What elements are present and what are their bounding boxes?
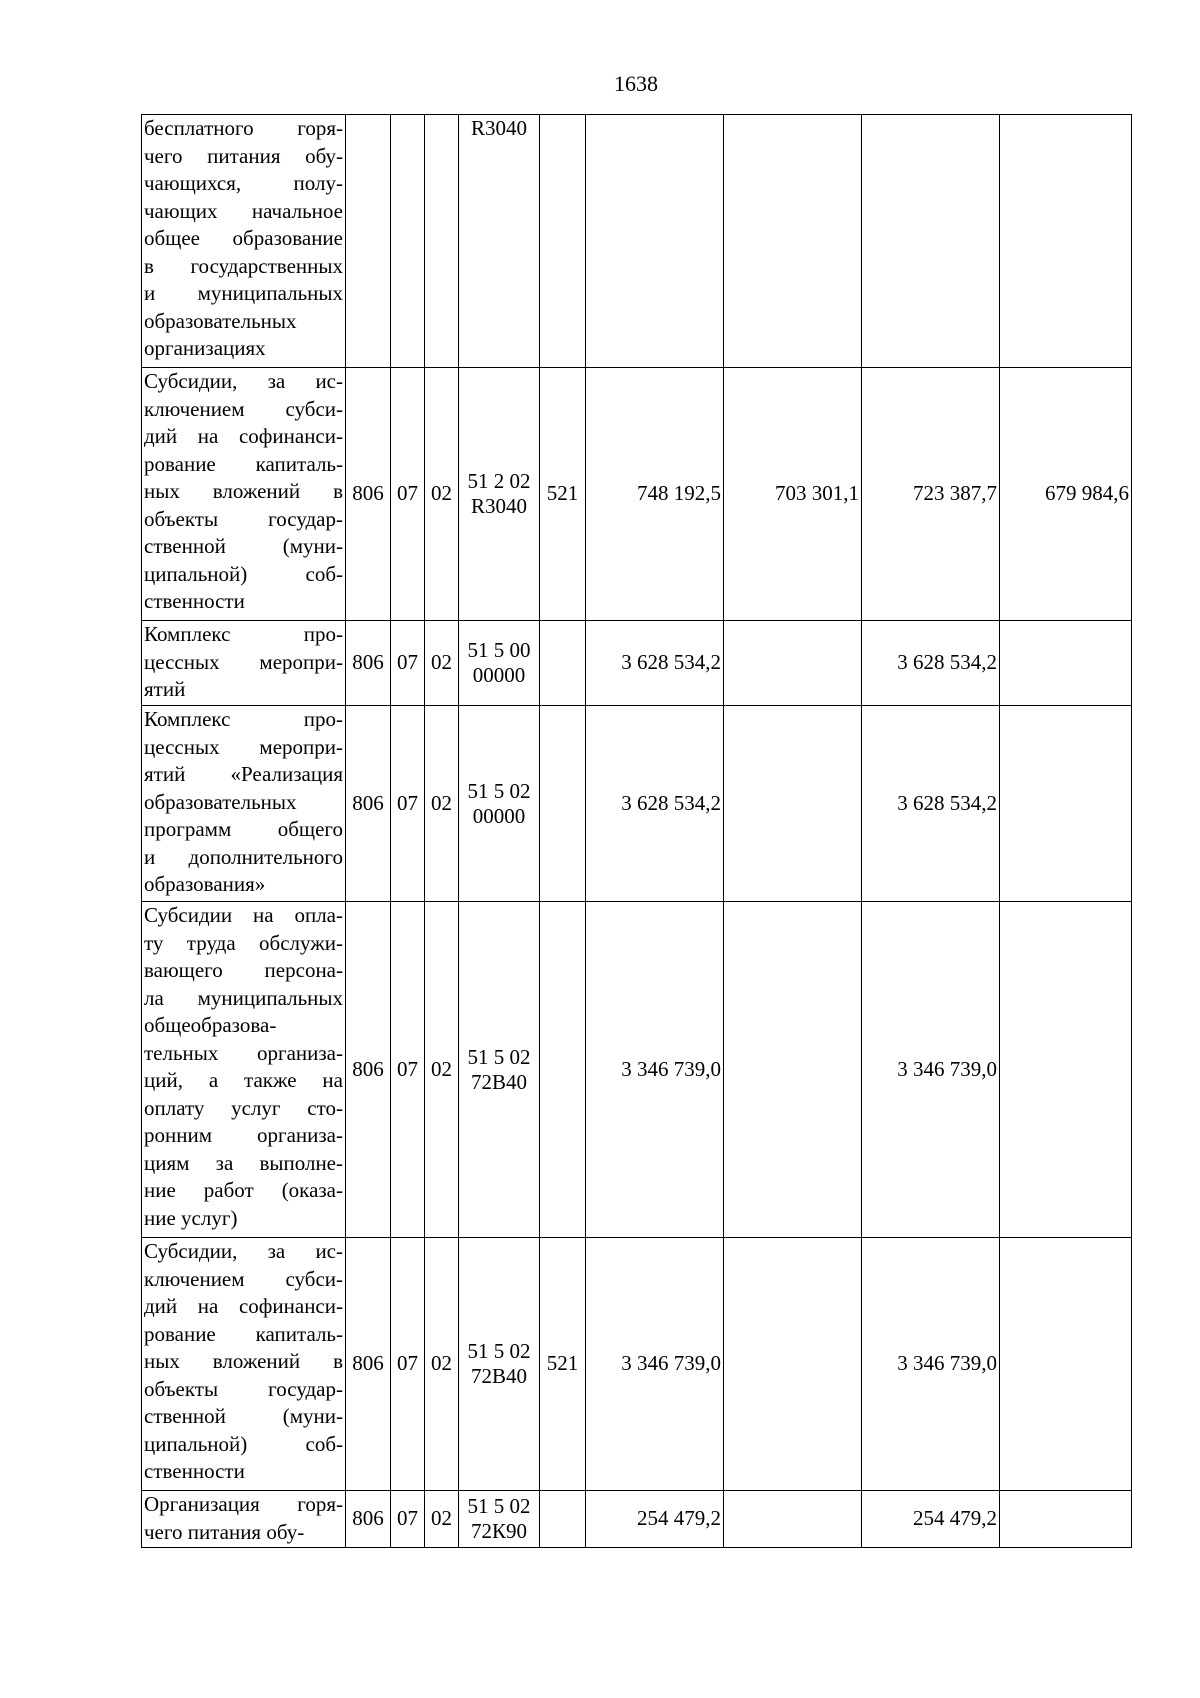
- ministry-code-cell: 806: [346, 706, 391, 902]
- expense-name-cell: [142, 706, 346, 902]
- target-code-line2: R3040: [470, 116, 527, 140]
- expense-name-line: рование капиталь-: [144, 451, 343, 476]
- amount-cell-3: [862, 115, 1000, 368]
- amount-cell-3: 3 346 739,0: [862, 902, 1000, 1238]
- amount-cell-2: [724, 1491, 862, 1548]
- expense-name-cell: [142, 621, 346, 706]
- amount-cell-1: 254 479,2: [586, 1491, 724, 1548]
- expense-name-line: дий на софинанси-: [144, 1294, 343, 1318]
- expense-type-cell: 521: [540, 1238, 586, 1491]
- expense-name-line: ятий: [144, 677, 186, 701]
- amount-cell-3: 3 628 534,2: [862, 706, 1000, 902]
- table-row: [142, 1238, 1132, 1491]
- target-code-line2: 72В40: [470, 1364, 527, 1388]
- expense-name-line: ключением субси-: [144, 1266, 343, 1291]
- section-code-cell: 07: [391, 902, 425, 1238]
- expense-type-cell: [540, 706, 586, 902]
- table-row: [142, 368, 1132, 621]
- expense-name-line: ние услуг): [144, 1205, 238, 1230]
- target-code-line2: 72В40: [470, 1069, 527, 1094]
- expense-name-cell: [142, 1491, 346, 1548]
- amount-cell-3: 3 346 739,0: [862, 1238, 1000, 1491]
- ministry-code-cell: 806: [346, 1238, 391, 1491]
- amount-cell-1: 3 346 739,0: [586, 1238, 724, 1491]
- expense-name-line: бесплатного горя-: [144, 116, 343, 140]
- expense-name-line: цессных меропри-: [144, 734, 343, 759]
- amount-cell-4: [1000, 621, 1132, 706]
- target-code-line1: 51 5 00: [467, 638, 531, 662]
- section-code-cell: 07: [391, 1491, 425, 1548]
- expense-name-line: Субсидии, за ис-: [144, 1239, 343, 1263]
- target-code-line1: 51 5 02: [467, 1494, 531, 1518]
- expense-name-line: чего питания обу-: [144, 1519, 305, 1544]
- amount-cell-2: [724, 706, 862, 902]
- expense-type-cell: [540, 902, 586, 1238]
- amount-cell-2: [724, 115, 862, 368]
- amount-cell-2: 703 301,1: [724, 368, 862, 621]
- budget-table: [141, 114, 1132, 1548]
- target-code-cell: [459, 1491, 540, 1548]
- amount-cell-2: [724, 1238, 862, 1491]
- expense-name-line: ту труда обслужи-: [144, 930, 343, 955]
- amount-cell-3: 254 479,2: [862, 1491, 1000, 1548]
- target-code-cell: [459, 706, 540, 902]
- target-code-cell: [459, 115, 540, 368]
- section-code-cell: [391, 115, 425, 368]
- amount-cell-1: 748 192,5: [586, 368, 724, 621]
- expense-name-line: ций, а также на: [144, 1068, 343, 1092]
- expense-name-line: тельных организа-: [144, 1040, 343, 1065]
- expense-name-line: ных вложений в: [144, 479, 343, 503]
- amount-cell-3: 723 387,7: [862, 368, 1000, 621]
- ministry-code-cell: 806: [346, 368, 391, 621]
- target-code-line2: 00000: [472, 663, 526, 687]
- table-row: [142, 621, 1132, 706]
- expense-name-line: общее образование: [144, 226, 343, 250]
- table-row: [142, 902, 1132, 1238]
- expense-name-line: организациях: [144, 336, 266, 360]
- subsection-code-cell: 02: [425, 1491, 459, 1548]
- expense-name-line: ственности: [144, 1459, 245, 1483]
- expense-name-line: общеобразова-: [144, 1013, 277, 1037]
- expense-name-line: ние работ (оказа-: [144, 1178, 343, 1202]
- expense-name-line: вающего персона-: [144, 958, 343, 982]
- expense-name-line: объекты государ-: [144, 1376, 343, 1401]
- target-code-line1: 51 5 02: [467, 1044, 531, 1069]
- expense-name-line: дий на софинанси-: [144, 424, 343, 448]
- subsection-code-cell: 02: [425, 621, 459, 706]
- expense-name-cell: [142, 902, 346, 1238]
- expense-name-line: циям за выполне-: [144, 1150, 343, 1175]
- amount-cell-3: 3 628 534,2: [862, 621, 1000, 706]
- expense-name-line: ла муниципальных: [144, 985, 343, 1010]
- ministry-code-cell: 806: [346, 902, 391, 1238]
- expense-name-line: образовательных: [144, 308, 297, 333]
- amount-cell-2: [724, 621, 862, 706]
- subsection-code-cell: 02: [425, 706, 459, 902]
- expense-type-cell: [540, 621, 586, 706]
- expense-name-cell: [142, 368, 346, 621]
- table-row: [142, 1491, 1132, 1548]
- amount-cell-4: [1000, 1238, 1132, 1491]
- expense-name-line: ственности: [144, 589, 245, 613]
- expense-name-line: чающих начальное: [144, 198, 343, 223]
- section-code-cell: 07: [391, 1238, 425, 1491]
- expense-name-line: в государственных: [144, 253, 343, 278]
- expense-name-cell: [142, 115, 346, 368]
- target-code-cell: [459, 621, 540, 706]
- amount-cell-2: [724, 902, 862, 1238]
- expense-name-line: оплату услуг сто-: [144, 1095, 343, 1120]
- amount-cell-1: 3 346 739,0: [586, 902, 724, 1238]
- target-code-cell: [459, 1238, 540, 1491]
- expense-type-cell: 521: [540, 368, 586, 621]
- amount-cell-4: [1000, 902, 1132, 1238]
- subsection-code-cell: [425, 115, 459, 368]
- target-code-cell: [459, 902, 540, 1238]
- expense-name-line: ятий «Реализация: [144, 762, 343, 786]
- subsection-code-cell: 02: [425, 902, 459, 1238]
- amount-cell-4: [1000, 115, 1132, 368]
- expense-name-line: программ общего: [144, 817, 343, 841]
- target-code-line2: 72К90: [470, 1519, 527, 1543]
- subsection-code-cell: 02: [425, 368, 459, 621]
- target-code-line1: 51 2 02: [467, 469, 531, 493]
- expense-name-line: ронним организа-: [144, 1123, 343, 1147]
- expense-name-line: ципальной) соб-: [144, 1431, 343, 1456]
- subsection-code-cell: 02: [425, 1238, 459, 1491]
- amount-cell-4: [1000, 1491, 1132, 1548]
- target-code-line2: R3040: [470, 494, 527, 518]
- expense-name-line: цессных меропри-: [144, 649, 343, 674]
- target-code-cell: [459, 368, 540, 621]
- target-code-line2: 00000: [472, 803, 526, 828]
- amount-cell-4: 679 984,6: [1000, 368, 1132, 621]
- ministry-code-cell: 806: [346, 1491, 391, 1548]
- expense-name-line: Организация горя-: [144, 1492, 343, 1516]
- expense-name-line: и дополнительного: [144, 844, 343, 869]
- ministry-code-cell: [346, 115, 391, 368]
- expense-name-line: Комплекс про-: [144, 707, 343, 731]
- page-number: 1638: [614, 71, 658, 96]
- budget-table-body: [142, 115, 1132, 1548]
- expense-name-line: объекты государ-: [144, 506, 343, 531]
- expense-name-line: Субсидии, за ис-: [144, 369, 343, 393]
- expense-name-line: образования»: [144, 872, 266, 896]
- expense-type-cell: [540, 115, 586, 368]
- amount-cell-4: [1000, 706, 1132, 902]
- expense-name-line: ственной (муни-: [144, 1404, 343, 1428]
- expense-name-line: ных вложений в: [144, 1349, 343, 1373]
- expense-name-line: Комплекс про-: [144, 622, 343, 646]
- expense-name-line: Субсидии на опла-: [144, 903, 343, 927]
- section-code-cell: 07: [391, 706, 425, 902]
- amount-cell-1: 3 628 534,2: [586, 706, 724, 902]
- amount-cell-1: 3 628 534,2: [586, 621, 724, 706]
- table-row: [142, 706, 1132, 902]
- expense-name-line: ципальной) соб-: [144, 561, 343, 586]
- target-code-line1: 51 5 02: [467, 778, 531, 803]
- section-code-cell: 07: [391, 368, 425, 621]
- target-code-line1: 51 5 02: [467, 1339, 531, 1363]
- expense-name-line: рование капиталь-: [144, 1321, 343, 1346]
- expense-name-line: чего питания обу-: [144, 143, 343, 168]
- section-code-cell: 07: [391, 621, 425, 706]
- ministry-code-cell: 806: [346, 621, 391, 706]
- expense-name-cell: [142, 1238, 346, 1491]
- expense-name-line: чающихся, полу-: [144, 171, 343, 195]
- expense-type-cell: [540, 1491, 586, 1548]
- amount-cell-1: [586, 115, 724, 368]
- expense-name-line: и муниципальных: [144, 281, 343, 305]
- table-row: [142, 115, 1132, 368]
- expense-name-line: ственной (муни-: [144, 534, 343, 558]
- expense-name-line: ключением субси-: [144, 396, 343, 421]
- expense-name-line: образовательных: [144, 789, 297, 814]
